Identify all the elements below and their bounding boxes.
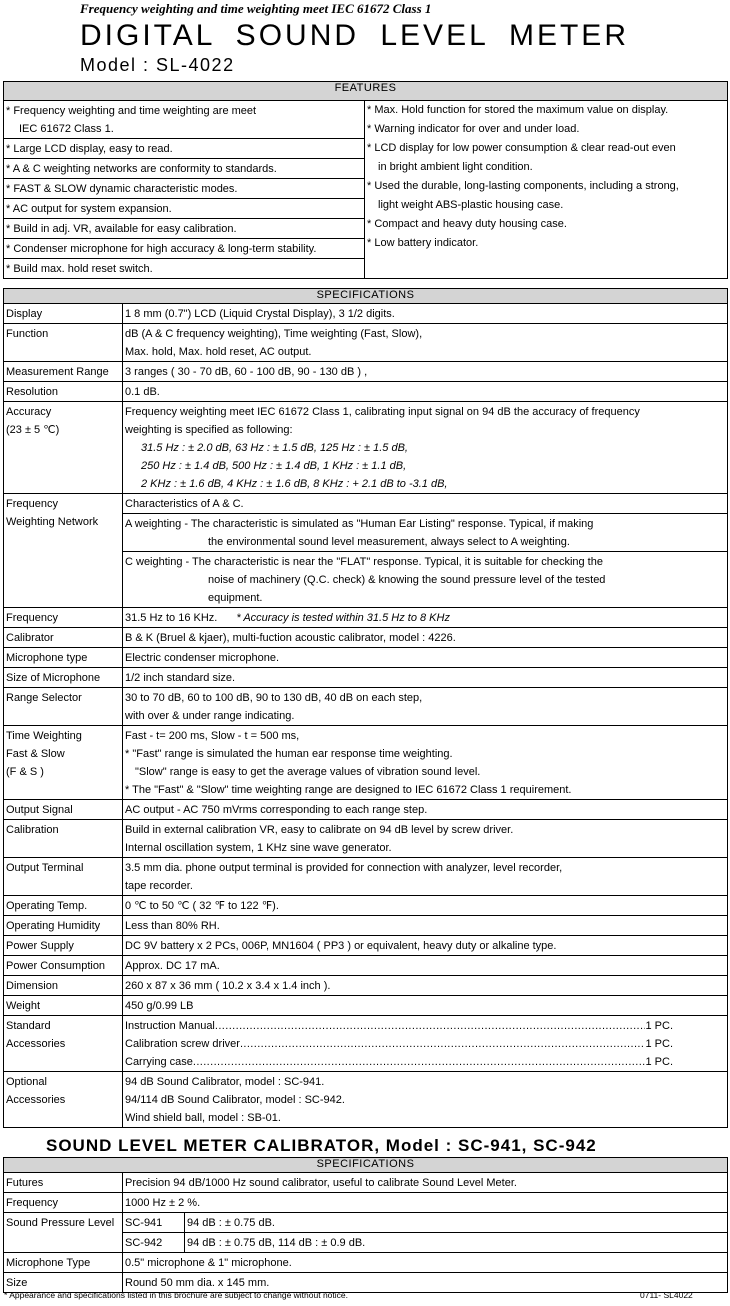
feature-item: * Build in adj. VR, available for easy calibration. [4,219,365,239]
spec-label: Weight [4,996,123,1016]
spec-row-dimension [4,976,728,996]
model-cell: SC-942 [123,1233,185,1253]
feature-item: * AC output for system expansion. [4,199,365,219]
feature-item: * Compact and heavy duty housing case. [367,218,567,230]
spec-row-power-consumption [4,956,728,976]
calibrator-specifications-heading: SPECIFICATIONS [4,1158,728,1173]
spec-row-resolution [4,382,728,402]
spec-row-output-signal [4,800,728,820]
spec-label: Time Weighting Fast & Slow (F & S ) [4,726,123,800]
spec-value: 31.5 Hz to 16 KHz. * Accuracy is tested within 31.5 Hz to 8 KHz [123,608,728,628]
spec-value: 0.1 dB. [123,382,728,402]
spec-row-standard-accessories [4,1016,728,1072]
spec-value: 30 to 70 dB, 60 to 100 dB, 90 to 130 dB, 40 dB on each step, with over & under range indicating. [123,688,728,726]
spec-row-calibrator [4,628,728,648]
spec-row-calibration [4,820,728,858]
spec-label: Sound Pressure Level [4,1213,123,1253]
spec-label: Operating Humidity [4,916,123,936]
feature-item: * Used the durable, long-lasting components, including a strong, light weight ABS-plastic housing case. [367,180,679,211]
accessory-item: Calibration screw driver ..... 1 PC. [125,1035,725,1053]
feature-item: * Max. Hold function for stored the maximum value on display. [367,104,669,116]
calibrator-row-microphone-type [4,1253,728,1273]
spec-value: 94 dB : ± 0.75 dB, 114 dB : ± 0.9 dB. [185,1233,728,1253]
spec-label: Power Consumption [4,956,123,976]
spec-row-range-selector [4,688,728,726]
spec-row-weighting-network [4,494,728,514]
spec-label: Range Selector [4,688,123,726]
spec-value [123,1016,728,1072]
spec-row-weight [4,996,728,1016]
accessory-item: Carrying case ..... 1 PC. [125,1053,725,1071]
spec-label: Resolution [4,382,123,402]
spec-value: B & K (Bruel & kjaer), multi-fuction acoustic calibrator, model : 4226. [123,628,728,648]
spec-value: Precision 94 dB/1000 Hz sound calibrator, useful to calibrate Sound Level Meter. [123,1173,728,1193]
spec-value: AC output - AC 750 mVrms corresponding to each range step. [123,800,728,820]
spec-label: Frequency [4,1193,123,1213]
spec-label: Microphone type [4,648,123,668]
spec-label: Dimension [4,976,123,996]
spec-label: Output Signal [4,800,123,820]
spec-row-optional-accessories [4,1072,728,1128]
model-number: Model : SL-4022 [80,55,235,75]
spec-value: dB (A & C frequency weighting), Time weighting (Fast, Slow), Max. hold, Max. hold reset, AC output. [123,324,728,362]
spec-row-function [4,324,728,362]
spec-label: Standard Accessories [4,1016,123,1072]
spec-row-operating-temp [4,896,728,916]
spec-row-microphone-type [4,648,728,668]
feature-item: * Build max. hold reset switch. [4,259,365,279]
feature-item: * A & C weighting networks are conformity to standards. [4,159,365,179]
spec-row-operating-humidity [4,916,728,936]
calibrator-row-frequency [4,1193,728,1213]
spec-label: Display [4,304,123,324]
spec-value: Electric condenser microphone. [123,648,728,668]
spec-row-accuracy [4,402,728,494]
spec-label: Measurement Range [4,362,123,382]
specifications-heading: SPECIFICATIONS [4,289,728,304]
spec-value: 0.5" microphone & 1" microphone. [123,1253,728,1273]
spec-value: 3 ranges ( 30 - 70 dB, 60 - 100 dB, 90 - 130 dB ) , [123,362,728,382]
spec-value: 94 dB Sound Calibrator, model : SC-941. 94/114 dB Sound Calibrator, model : SC-942. Wind shield ball, model : SB-01. [123,1072,728,1128]
feature-item: * Frequency weighting and time weighting are meet IEC 61672 Class 1. [4,101,365,139]
spec-row-power-supply [4,936,728,956]
spec-label: Calibrator [4,628,123,648]
accuracy-note: * Accuracy is tested within 31.5 Hz to 8 KHz [236,612,450,624]
spec-row-frequency [4,608,728,628]
spec-value: 3.5 mm dia. phone output terminal is provided for connection with analyzer, level recorder, tape recorder. [123,858,728,896]
spec-label: Calibration [4,820,123,858]
spec-value: Approx. DC 17 mA. [123,956,728,976]
spec-value: 260 x 87 x 36 mm ( 10.2 x 3.4 x 1.4 inch ). [123,976,728,996]
feature-item: * Condenser microphone for high accuracy & long-term stability. [4,239,365,259]
features-table [3,81,728,279]
spec-value: Fast - t= 200 ms, Slow - t = 500 ms, * "Fast" range is simulated the human ear response time weighting. "Slow" range is easy to get the average values of vibration sound level. * The "Fast" & "Slow" time weighting range are designed to IEC 61672 Class 1 requirement. [123,726,728,800]
feature-item: * LCD display for low power consumption & clear read-out even in bright ambient light condition. [367,142,676,173]
spec-label: Frequency Weighting Network [4,494,123,608]
spec-value: 1 8 mm (0.7") LCD (Liquid Crystal Display), 3 1/2 digits. [123,304,728,324]
spec-value: 0 ℃ to 50 ℃ ( 32 ℉ to 122 ℉). [123,896,728,916]
spec-label: Optional Accessories [4,1072,123,1128]
spec-value: DC 9V battery x 2 PCs, 006P, MN1604 ( PP3 ) or equivalent, heavy duty or alkaline type. [123,936,728,956]
spec-label: Output Terminal [4,858,123,896]
a-weighting-description: A weighting - The characteristic is simulated as "Human Ear Listing" response. Typical, if making the environmental sound level measurement, always select to A weighting. [123,514,728,552]
disclaimer-note: * Appearance and specifications listed in this brochure are subject to change without notice. [4,1290,348,1300]
spec-row-microphone-size [4,668,728,688]
spec-label: Size [4,1273,123,1293]
spec-label: Accuracy (23 ± 5 ℃) [4,402,123,494]
spec-label: Futures [4,1173,123,1193]
feature-item: * FAST & SLOW dynamic characteristic modes. [4,179,365,199]
spec-value: Characteristics of A & C. [123,494,728,514]
features-right-column [365,101,728,279]
spec-row-output-terminal [4,858,728,896]
spec-label: Microphone Type [4,1253,123,1273]
spec-label: Operating Temp. [4,896,123,916]
spec-row-time-weighting [4,726,728,800]
page-title: DIGITAL SOUND LEVEL METER [80,19,629,52]
specifications-table [3,288,728,1128]
feature-item: * Low battery indicator. [367,237,479,249]
spec-value: 1/2 inch standard size. [123,668,728,688]
feature-item: * Warning indicator for over and under load. [367,123,580,135]
features-heading: FEATURES [4,82,728,101]
spec-label: Function [4,324,123,362]
spec-label: Size of Microphone [4,668,123,688]
document-code: 0711- SL4022 [640,1290,693,1300]
spec-value: Less than 80% RH. [123,916,728,936]
spec-label: Power Supply [4,936,123,956]
spec-row-measurement-range [4,362,728,382]
model-cell: SC-941 [123,1213,185,1233]
spec-value: 450 g/0.99 LB [123,996,728,1016]
calibrator-specifications-table [3,1157,728,1293]
spec-value: Round 50 mm dia. x 145 mm. [123,1273,728,1293]
spec-value: 94 dB : ± 0.75 dB. [185,1213,728,1233]
feature-item: * Large LCD display, easy to read. [4,139,365,159]
spec-label: Frequency [4,608,123,628]
calibrator-section-title: SOUND LEVEL METER CALIBRATOR, Model : SC-941, SC-942 [46,1136,597,1155]
spec-value: 1000 Hz ± 2 %. [123,1193,728,1213]
calibrator-row-futures [4,1173,728,1193]
accessory-item: Instruction Manual ..... 1 PC. [125,1017,725,1035]
spec-row-display [4,304,728,324]
c-weighting-description: C weighting - The characteristic is near the "FLAT" response. Typical, it is suitable for checking the noise of machinery (Q.C. check) & knowing the sound pressure level of the tested equipment. [123,552,728,608]
calibrator-row-spl-sc941 [4,1213,728,1233]
tagline: Frequency weighting and time weighting meet IEC 61672 Class 1 [80,1,432,16]
spec-value: Build in external calibration VR, easy to calibrate on 94 dB level by screw driver. Internal oscillation system, 1 KHz sine wave generator. [123,820,728,858]
spec-value: Frequency weighting meet IEC 61672 Class 1, calibrating input signal on 94 dB the accuracy of frequency weighting is specified as following: 31.5 Hz : ± 2.0 dB, 63 Hz : ± 1.5 dB, 125 Hz : ± 1.5 dB, 250 Hz : ± 1.4 dB, 500 Hz : ± 1.4 dB, 1 KHz : ± 1.1 dB, 2 KHz : ± 1.6 dB, 4 KHz : ± 1.6 dB, 8 KHz : + 2.1 dB to -3.1 dB, [123,402,728,494]
